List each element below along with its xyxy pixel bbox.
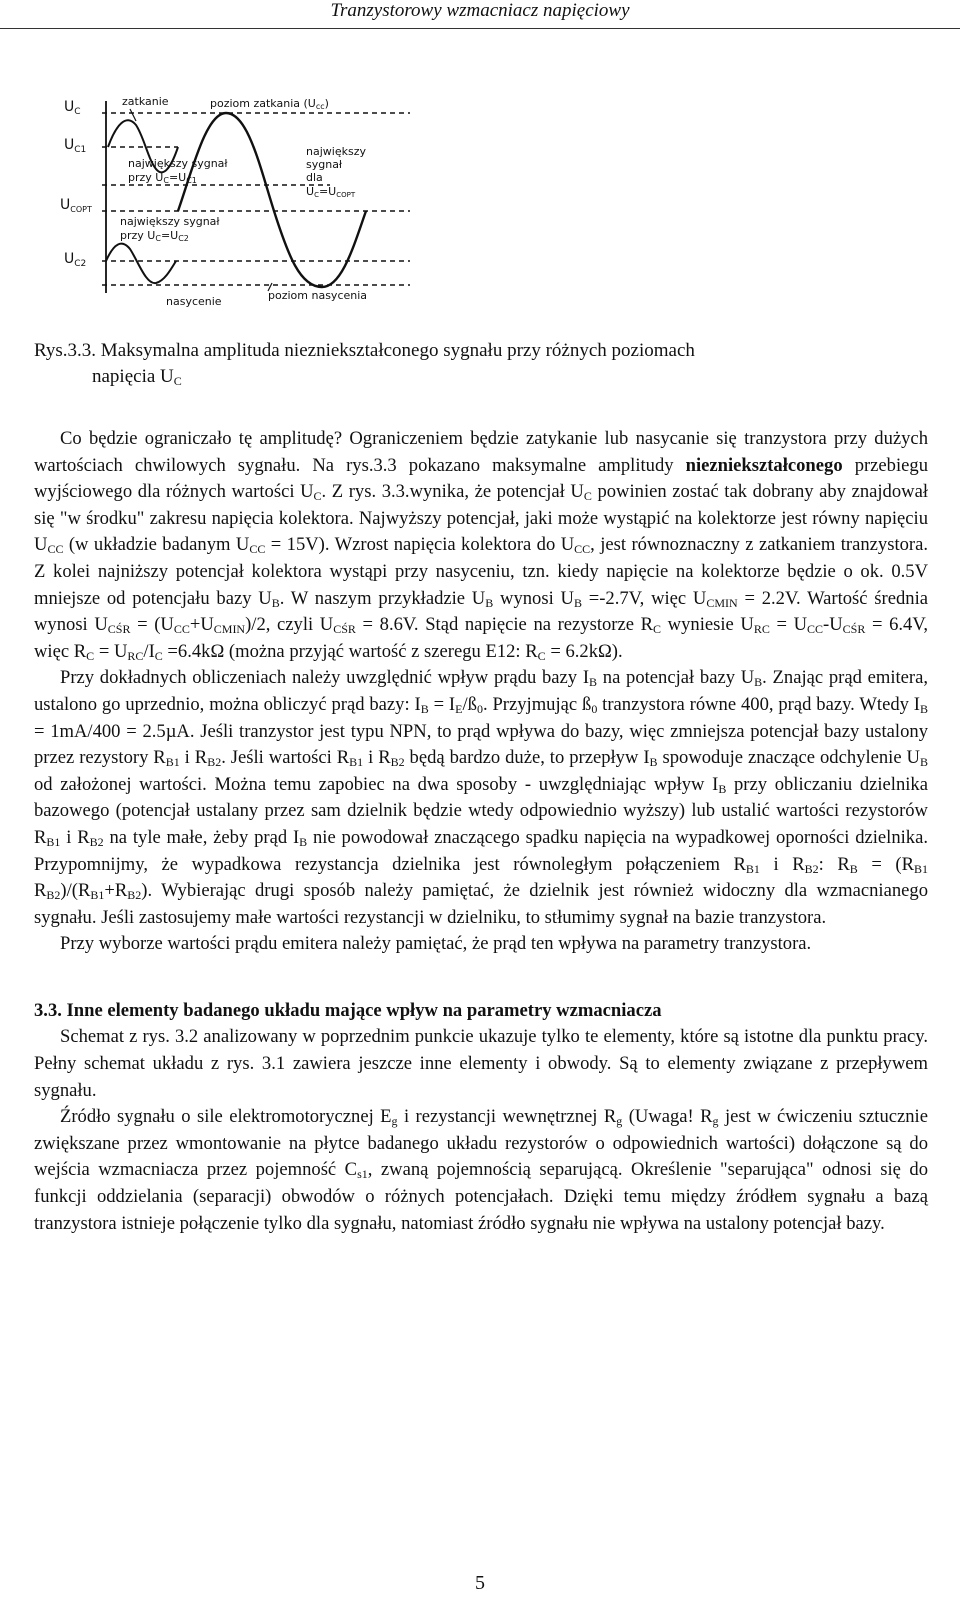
running-header	[0, 0, 960, 29]
label-poziom-zatkania: poziom zatkania (Ucc)	[210, 97, 329, 111]
label-signal3-line2: przy UC=UC2	[120, 229, 189, 243]
section-heading: 3.3. Inne elementy badanego układu mające wpływ na parametry wzmacniacza	[34, 999, 662, 1021]
paragraph-1: Co będzie ograniczało tę amplitudę? Ograniczeniem będzie zatykanie lub nasycanie się tranzystora przy dużych wartościach chwilowych sygnału. Na rys.3.3 pokazano maksymalne amplitudy niezniekształconego przebiegu wyjściowego dla różnych wartości $U_C$. Z rys. 3.3.wynika, że potencjał $U_C$ powinien zostać tak dobrany aby znajdował się "w środku" zakresu napięcia kolektora. Najwyższy potencjał, jaki może wystąpić na kolektorze jest równy napięciu $U_{CC}$ (w układzie badanym $U_{CC} = 15V$). Wzrost napięcia kolektora do $U_{CC}$, jest równoznaczny z zatkaniem tranzystora. Z kolei najniższy potencjał kolektora wystąpi przy nasyceniu, tzn. kiedy napięcie na kolektorze będzie o ok. 0.5V mniejsze od potencjału bazy $U_B$. W naszym przykładzie $U_B$ wynosi $U_B =-2.7V$, więc $U_{CMIN} = 2.2V$. Wartość średnia wynosi $U_{CŚR} = (U_{CC}+U_{CMIN})/2$, czyli $U_{CŚR} = 8.6V$. Stąd napięcie na rezystorze $R_C$ wyniesie $U_{RC} = U_{CC}-U_{CŚR} = 6.4V$, więc $R_C = U_{RC}/I_C =6.4k\Omega$ (można przyjąć wartość z szeregu E12: $R_C = 6.2k\Omega$).	[34, 428, 929, 663]
figure-3-3	[60, 95, 420, 315]
label-signal2-line1: największy	[306, 145, 366, 158]
running-header-title: Tranzystorowy wzmacniacz napięciowy	[330, 0, 630, 21]
label-signal2-line2: sygnał	[306, 158, 343, 171]
page-number: 5	[475, 1572, 485, 1594]
caption-line1: Rys.3.3. Maksymalna amplituda niezniekształconego sygnału przy różnych poziomach	[34, 340, 695, 361]
label-signal2-line4: UC=UCOPT	[306, 185, 356, 199]
label-signal3-line1: największy sygnał	[120, 215, 220, 228]
paragraph-5: Źródło sygnału o sile elektromotorycznej $E_g$ i rezystancji wewnętrznej $R_g$ (Uwaga! $R_g$ jest w ćwiczeniu sztucznie zwiększane przez wmontowanie na płytce badanego układu rezystorów o odpowiednich wartości) dołączone są do wejścia wzmacniacza przez pojemność $C_{s1}$, zwaną pojemnością separującą. Określenie "separująca" odnosi się do funkcji oddzielania (separacji) obwodów o różnych potencjałach. Dzięki temu między źródłem sygnału a bazą tranzystora istnieje połączenie tylko dla sygnału, natomiast źródło sygnału nie wpływa na ustalony potencjał bazy.	[34, 1106, 928, 1234]
paragraph-2: Przy dokładnych obliczeniach należy uwzględnić wpływ prądu bazy $I_B$ na potencjał bazy $U_B$. Znając prąd emitera, ustalono go uprzednio, można obliczyć prąd bazy: $I_B$ = $I_E/ß_0$. Przyjmując $ß_0$ tranzystora równe 400, prąd bazy. Wtedy $I_B = 1mA/400 = 2.5\mu A$. Jeśli tranzystor jest typu NPN, to prąd wpływa do bazy, więc zmniejsza potencjał bazy ustalony przez rezystory $R_{B1}$ i $R_{B2}$. Jeśli wartości $R_{B1}$ i $R_{B2}$ będą bardzo duże, to przepływ $I_B$ spowoduje znaczące odchylenie $U_B$ od założonej wartości. Można temu zapobiec na dwa sposoby - uwzględniając wpływ $I_B$ przy obliczaniu dzielnika bazowego (potencjał ustalany przez sam dzielnik będzie wtedy odpowiednio wyższy) lub ustalić wartości rezystorów $R_{B1}$ i $R_{B2}$ na tyle małe, żeby prąd $I_B$ nie powodował znaczącego spadku napięcia na wypadkowej oporności dzielnika. Przypomnijmy, że wypadkowa rezystancja dzielnika jest równoległym połączeniem $R_{B1}$ i $R_{B2}$: $R_B = (R_{B1}$ $R_{B2})/(R_{B1}+R_{B2})$. Wybierając drugi sposób należy pamiętać, że dzielnik jest również widoczny dla wzmacnianego sygnału. Jeśli zastosujemy małe wartości rezystancji w dzielniku, to stłumimy sygnał na bazie tranzystora.	[34, 667, 928, 928]
label-uc: $U_C$	[64, 99, 81, 117]
waveform-uc2	[106, 244, 176, 283]
waveform-sketch	[60, 95, 420, 315]
label-uc1: $U_{C1}$	[64, 137, 87, 155]
paragraph-3: Przy wyborze wartości prądu emitera należy pamiętać, że prąd ten wpływa na parametry tranzystora.	[60, 933, 812, 955]
label-poziom-nasycenia: poziom nasycenia	[268, 289, 368, 302]
label-nasycenie: nasycenie	[166, 295, 222, 308]
paragraph-4: Schemat z rys. 3.2 analizowany w poprzednim punkcie ukazuje tylko te elementy, które są istotne dla punktu pracy. Pełny schemat układu z rys. 3.1 zawiera jeszcze inne elementy i obwody. Są to elementy związane z przepływem sygnału.	[34, 1026, 928, 1101]
arrow-zatkanie	[130, 109, 136, 121]
figure-caption	[34, 338, 934, 390]
label-signal2-line3: dla	[306, 171, 323, 184]
body-text	[34, 426, 928, 1237]
section-gap	[34, 958, 928, 998]
label-ucopt: $U_{COPT}$	[60, 197, 92, 214]
label-signal1-line2: przy UC=UC1	[128, 171, 197, 185]
label-signal1-line1: największy sygnał	[128, 157, 228, 170]
label-zatkanie: zatkanie	[122, 95, 169, 108]
label-uc2: $U_{C2}$	[64, 251, 87, 269]
caption-line2: napięcia $U_C$	[92, 366, 182, 388]
